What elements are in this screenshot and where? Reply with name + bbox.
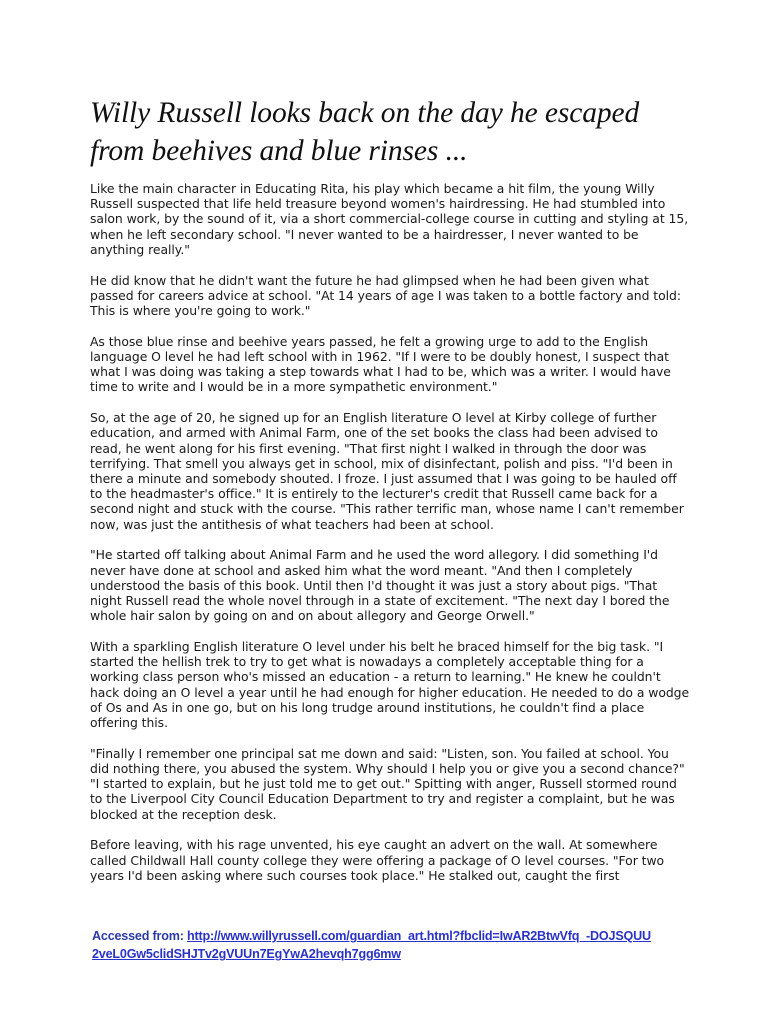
paragraph: So, at the age of 20, he signed up for an English literature O level at Kirby college of further education, and armed with Animal Farm, one of the set books the class had been advised to read, he went along for his first evening. "That first night I walked in through the door was terrifying. That smell you always get in school, mix of disinfectant, polish and piss. "I'd been in there a minute and somebody shouted. I froze. I just assumed that I was going to be hauled off to the headmaster's office." It is entirely to the lecturer's credit that Russell came back for a second night and stuck with the course. "This rather terrific man, whose name I can't remember now, was just the antithesis of what teachers had been at school. xyxy=(90,410,684,532)
article-body xyxy=(90,181,690,883)
source-link[interactable]: http://www.willyrussell.com/guardian_art.html?fbclid=IwAR2BtwVfq_-DOJSQUU2veL0Gw5clidSHJTv2gVUUn7EgYwA2hevqh7gg6mw xyxy=(92,929,651,961)
paragraph: Before leaving, with his rage unvented, his eye caught an advert on the wall. At somewhere called Childwall Hall county college they were offering a package of O level courses. "For two years I'd been asking where such courses took place." He stalked out, caught the first xyxy=(90,837,665,883)
source-citation xyxy=(92,927,652,963)
paragraph: Like the main character in Educating Rita, his play which became a hit film, the young Willy Russell suspected that life held treasure beyond women's hairdressing. He had stumbled into salon work, by the sound of it, via a short commercial-college course in cutting and styling at 15, when he left secondary school. "I never wanted to be a hairdresser, I never wanted to be anything really." xyxy=(90,181,689,257)
paragraph: "Finally I remember one principal sat me down and said: "Listen, son. You failed at school. You did nothing there, you abused the system. Why should I help you or give you a second chance?" "I started to explain, but he just told me to get out." Spitting with anger, Russell stormed round to the Liverpool City Council Education Department to try and register a complaint, but he was blocked at the reception desk. xyxy=(90,745,685,822)
source-label: Accessed from: xyxy=(92,929,187,943)
paragraph: He did know that he didn't want the future he had glimpsed when he had been given what passed for careers advice at school. "At 14 years of age I was taken to a bottle factory and told: This is where you're going to work." xyxy=(90,272,681,319)
paragraph: "He started off talking about Animal Farm and he used the word allegory. I did something I'd never have done at school and asked him what the word meant. "And then I completely understood the basis of this book. Until then I'd thought it was just a story about pigs. "That night Russell read the whole novel through in a state of excitement. "The next day I bored the whole hair salon by going on and on about allegory and George Orwell." xyxy=(90,547,670,624)
article-title: Willy Russell looks back on the day he escaped from beehives and blue rinses ... xyxy=(90,97,640,167)
paragraph: As those blue rinse and beehive years passed, he felt a growing urge to add to the English language O level he had left school with in 1962. "If I were to be doubly honest, I suspect that what I was doing was taking a step towards what I had to be, which was a writer. I would have time to write and I would be in a more sympathetic environment." xyxy=(90,333,671,395)
paragraph: With a sparkling English literature O level under his belt he braced himself for the big task. "I started the hellish trek to try to get what is nowadays a completely acceptable thing for a working class person who's missed an education - a return to learning." He knew he couldn't hack doing an O level a year until he had enough for higher education. He needed to do a wodge of Os and As in one go, but on his long trudge around institutions, he couldn't find a place offering this. xyxy=(90,639,690,731)
